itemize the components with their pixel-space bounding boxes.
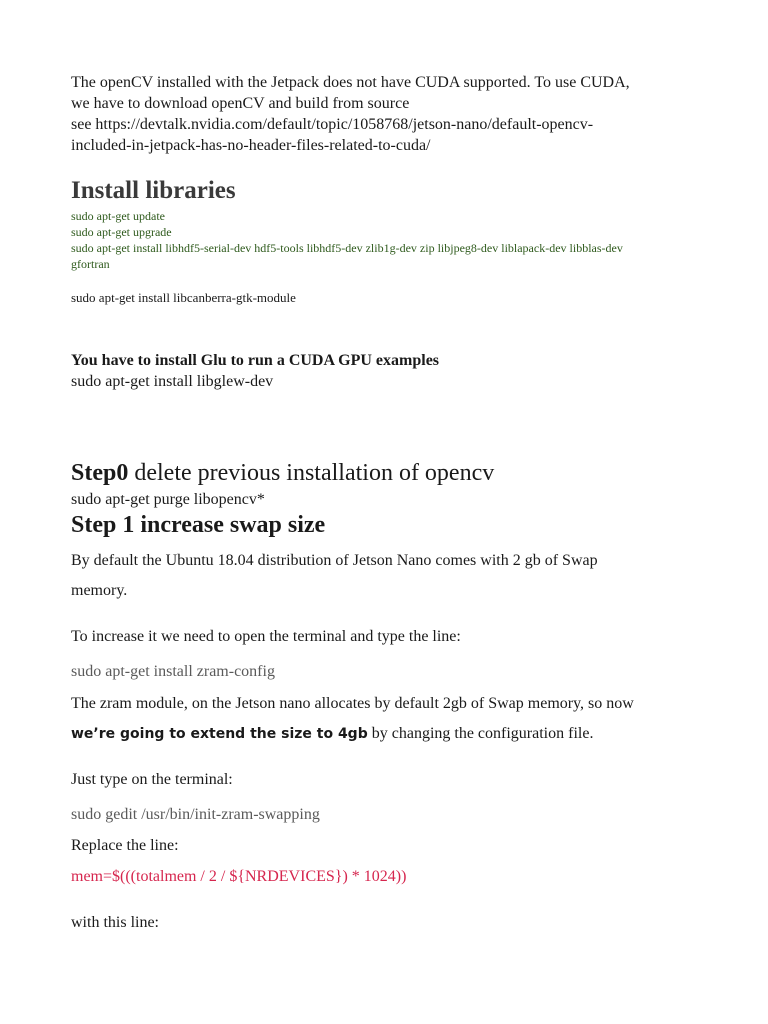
step1-para1-line2: memory. xyxy=(71,582,128,599)
cmd-update: sudo apt-get update xyxy=(71,209,165,223)
step0-label: Step0 xyxy=(71,460,129,486)
code-line: mem=$(((totalmem / 2 / ${NRDEVICES}) * 1024)) xyxy=(71,868,407,885)
step1-para1-line1: By default the Ubuntu 18.04 distribution of Jetson Nano comes with 2 gb of Swap xyxy=(71,552,598,569)
cmd-canberra: sudo apt-get install libcanberra-gtk-module xyxy=(71,290,296,305)
install-libraries-heading: Install libraries xyxy=(71,177,236,204)
cmd-gedit: sudo gedit /usr/bin/init-zram-swapping xyxy=(71,806,320,823)
cmd-install-libs: sudo apt-get install libhdf5-serial-dev hdf5-tools libhdf5-dev zlib1g-dev zip libjpeg8-dev liblapack-dev libblas-dev xyxy=(71,241,623,255)
step1-para4: Just type on the terminal: xyxy=(71,771,233,788)
intro-line-4: included-in-jetpack-has-no-header-files-related-to-cuda/ xyxy=(71,137,431,154)
cmd-zram: sudo apt-get install zram-config xyxy=(71,663,275,680)
step0-heading xyxy=(71,460,494,487)
step1-para5: Replace the line: xyxy=(71,837,179,854)
step0-text: delete previous installation of opencv xyxy=(128,460,495,486)
step1-para3-rest: by changing the configuration file. xyxy=(367,725,594,742)
intro-line-3: see https://devtalk.nvidia.com/default/topic/1058768/jetson-nano/default-opencv- xyxy=(71,116,594,133)
step1-para3-line2 xyxy=(71,725,593,743)
step1-para6: with this line: xyxy=(71,914,159,931)
step1-para3-bold: we’re going to extend the size to 4gb xyxy=(71,726,368,742)
step1-heading: Step 1 increase swap size xyxy=(71,512,326,538)
intro-line-1: The openCV installed with the Jetpack does not have CUDA supported. To use CUDA, xyxy=(71,74,630,91)
cmd-upgrade: sudo apt-get upgrade xyxy=(71,225,172,239)
step1-para3-line1: The zram module, on the Jetson nano allocates by default 2gb of Swap memory, so now xyxy=(71,695,634,712)
intro-line-2: we have to download openCV and build from source xyxy=(71,95,410,112)
cmd-purge: sudo apt-get purge libopencv* xyxy=(71,491,265,508)
cmd-glew: sudo apt-get install libglew-dev xyxy=(71,373,274,390)
cmd-install-libs-cont: gfortran xyxy=(71,257,110,271)
glu-note: You have to install Glu to run a CUDA GPU examples xyxy=(71,352,440,369)
step1-para2: To increase it we need to open the terminal and type the line: xyxy=(71,628,461,645)
